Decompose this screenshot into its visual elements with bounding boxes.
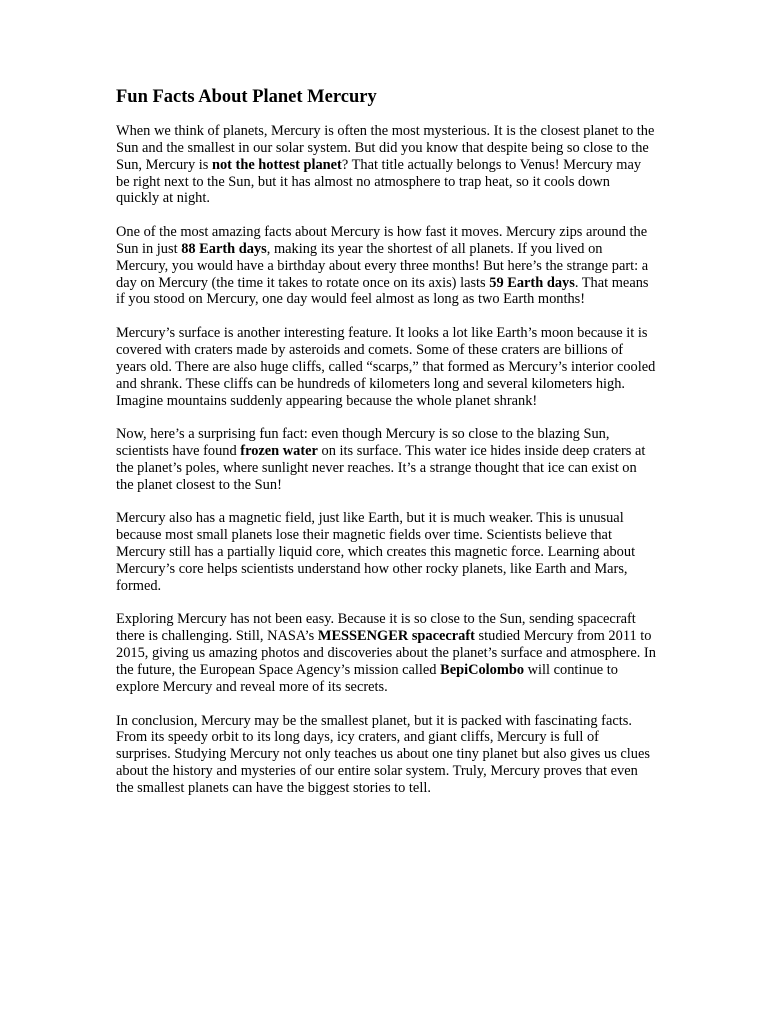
text-run: One of the most amazing facts about Mercury is how fast it moves. Mercury zips around the Sun in just (116, 224, 648, 257)
text-run: studied Mercury from 2011 to 2015, giving us amazing photos and discoveries about the planet’s surface and atmosphere. In the future, the European Space Agency’s mission called (116, 628, 656, 678)
paragraph-3 (116, 325, 656, 409)
text-run: . That means if you stood on Mercury, one day would feel almost as long as two Earth months! (116, 274, 649, 308)
text-run: Mercury’s surface is another interesting feature. It looks a lot like Earth’s moon because it is covered with craters made by asteroids and comets. Some of these craters are billions of years old. There are also huge cliffs, called “scarps,” that formed as Mercury’s interior cooled and shrank. These cliffs can be hundreds of kilometers long and several kilometers high. Imagine mountains suddenly appearing because the whole planet shrank! (116, 325, 656, 409)
bold-text: MESSENGER spacecraft (317, 628, 475, 645)
text-run: Exploring Mercury has not been easy. Because it is so close to the Sun, sending spacecraft there is challenging. Still, NASA’s (116, 611, 636, 645)
paragraph-2 (116, 224, 656, 308)
bold-text: not the hottest planet (211, 156, 342, 173)
bold-text: 88 Earth days (181, 240, 267, 257)
bold-text: frozen water (240, 443, 318, 460)
text-run: In conclusion, Mercury may be the smallest planet, but it is packed with fascinating facts. From its speedy orbit to its long days, icy craters, and giant cliffs, Mercury is full of surprises. Studying Mercury not only teaches us about one tiny planet but also gives us clues about the history and mysteries of our entire solar system. Truly, Mercury proves that even the smallest planets can have the biggest stories to tell. (116, 712, 650, 796)
text-run: When we think of planets, Mercury is often the most mysterious. It is the closest planet to the Sun and the smallest in our solar system. But did you know that despite being so close to the Sun, Mercury is (116, 123, 655, 173)
bold-text: 59 Earth days (489, 274, 575, 291)
paragraph-4 (116, 426, 656, 493)
bold-text: BepiColombo (440, 662, 525, 678)
document-body (116, 123, 656, 797)
text-run: ? That title actually belongs to Venus! Mercury may be right next to the Sun, but it has almost no atmosphere to trap heat, so it cools down quickly at night. (116, 156, 642, 207)
document-title: Fun Facts About Planet Mercury (116, 87, 377, 107)
paragraph-1 (116, 123, 656, 207)
text-run: , making its year the shortest of all planets. If you lived on Mercury, you would have a birthday about every three months! But here’s the strange part: a day on Mercury (the time it takes to rotate once on its axis) lasts (116, 240, 649, 291)
text-run: on its surface. This water ice hides inside deep craters at the planet’s poles, where sunlight never reaches. It’s a strange thought that ice can exist on the planet closest to the Sun! (116, 443, 646, 493)
paragraph-6 (116, 611, 656, 695)
document-page (116, 86, 656, 814)
text-run: will continue to explore Mercury and reveal more of its secrets. (116, 662, 618, 695)
paragraph-7 (116, 713, 656, 797)
paragraph-5 (116, 510, 656, 594)
text-run: Mercury also has a magnetic field, just like Earth, but it is much weaker. This is unusual because most small planets lose their magnetic fields over time. Scientists believe that Mercury still has a partially liquid core, which creates this magnetic force. Learning about Mercury’s core helps scientists understand how other rocky planets, like Earth and Mars, formed. (116, 510, 636, 594)
text-run: Now, here’s a surprising fun fact: even though Mercury is so close to the blazing Sun, scientists have found (116, 426, 610, 460)
